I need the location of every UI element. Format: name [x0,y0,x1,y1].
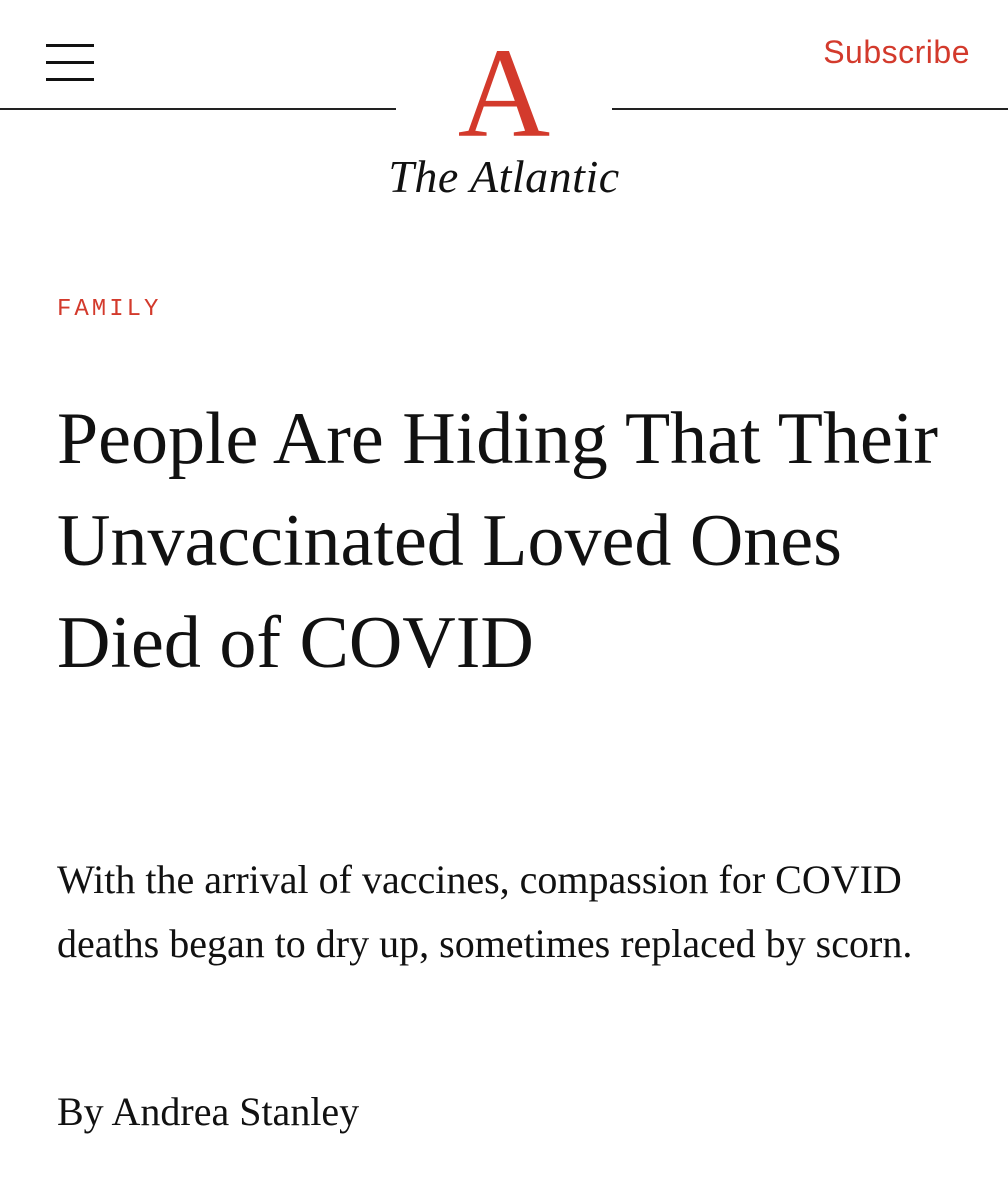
byline [57,1088,359,1135]
section-label[interactable]: FAMILY [57,296,162,323]
logo-letter: A [457,22,551,164]
menu-bar-middle [46,61,94,64]
menu-bar-bottom [46,78,94,81]
byline-prefix: By [57,1089,104,1134]
article-dek: With the arrival of vaccines, compassion for COVID deaths began to dry up, sometimes replaced by scorn. [57,857,913,966]
header-rule-left [0,108,396,110]
menu-bar-top [46,44,94,47]
hamburger-menu-icon[interactable] [46,44,94,82]
header-rule-right [612,108,1008,110]
subscribe-button[interactable]: Subscribe [823,34,970,70]
author-link[interactable]: Andrea Stanley [111,1089,360,1134]
atlantic-logo-icon[interactable] [457,22,551,164]
article-headline: People Are Hiding That Their Unvaccinated Loved Ones Died of COVID [57,398,938,684]
logo-wordmark[interactable]: The Atlantic [388,151,620,202]
